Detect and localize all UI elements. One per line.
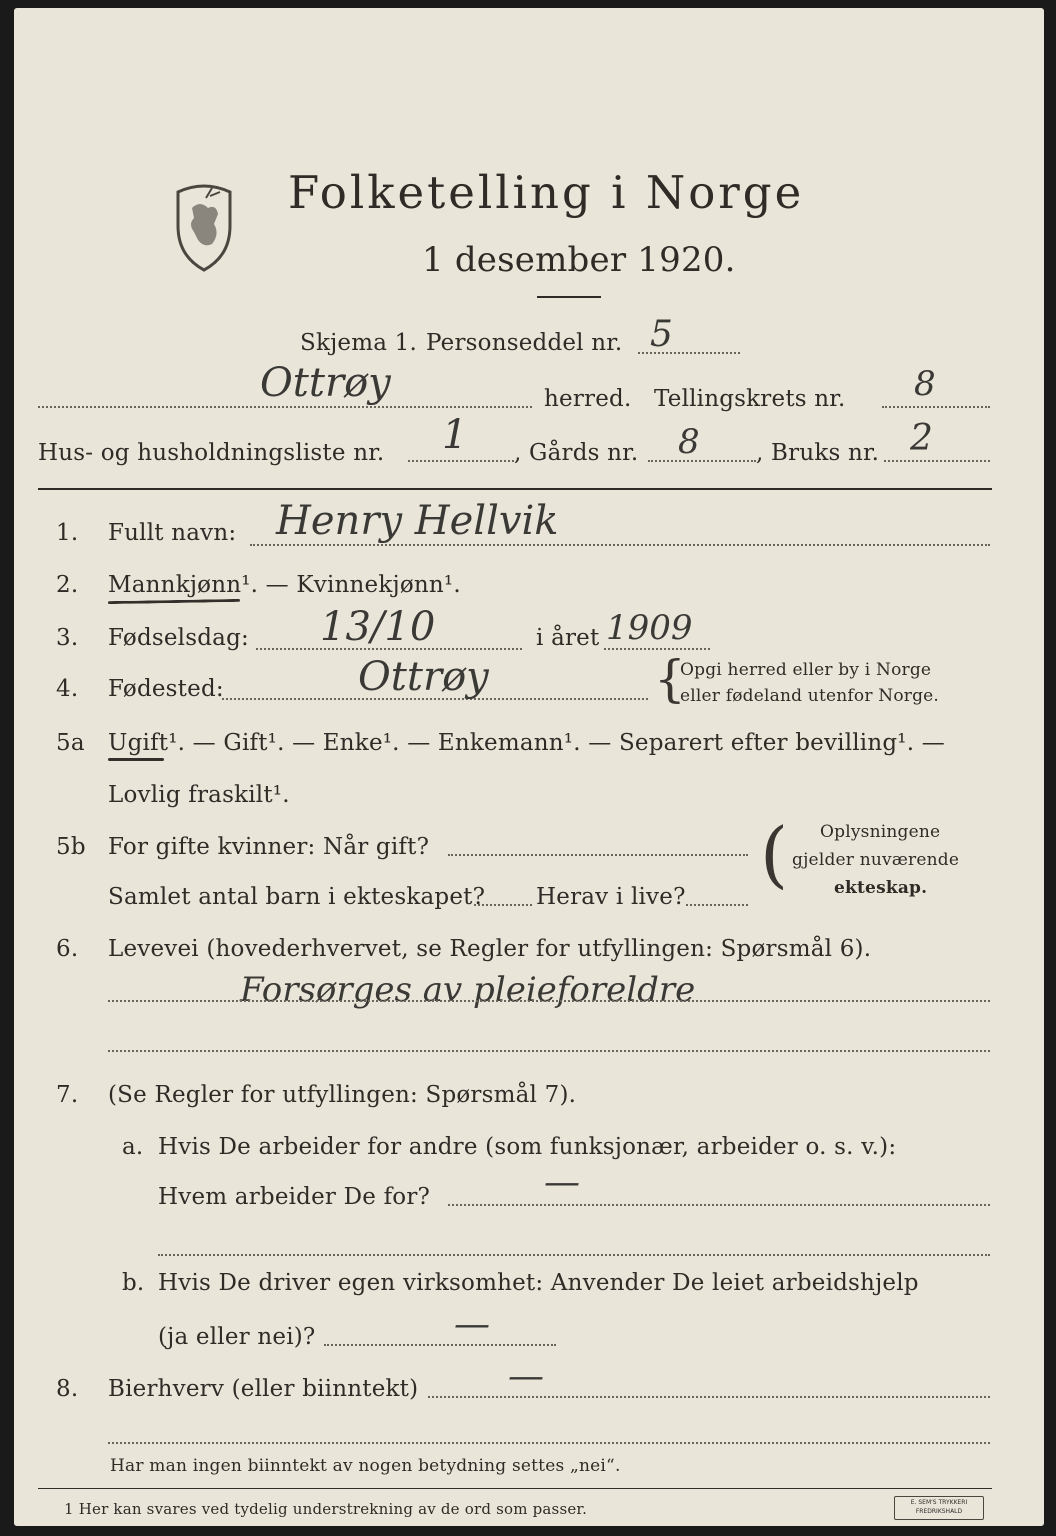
q7a-number: a.: [122, 1134, 144, 1160]
q5b-children-line: [474, 904, 532, 906]
q8-line-extra: [108, 1442, 990, 1444]
herred-label: herred.: [544, 386, 632, 412]
mannkjonn-underline: [108, 599, 240, 604]
footnote: 1 Her kan svares ved tydelig understrekning av de ord som passer.: [64, 1500, 588, 1518]
q6-line-1: [108, 1000, 990, 1002]
q7a-line-2: Hvem arbeider De for?: [158, 1184, 431, 1210]
hus-line: [408, 460, 514, 462]
q7b-line: [324, 1344, 556, 1346]
q3-number: 3.: [56, 625, 79, 651]
q5b-alive-line: [686, 904, 748, 906]
gender-options: Mannkjønn¹. — Kvinnekjønn¹.: [108, 572, 461, 598]
q8-label: Bierhverv (eller biinntekt): [108, 1376, 419, 1402]
personseddel-label: Personseddel nr.: [426, 330, 623, 356]
q5b-bracket: (: [760, 812, 789, 896]
footer-separator: [38, 1488, 992, 1489]
footer-note: Har man ingen biinntekt av nogen betydning settes „nei“.: [110, 1456, 621, 1476]
gaards-value: 8: [678, 422, 700, 462]
herred-line: [38, 406, 532, 408]
side-income-value: —: [508, 1356, 544, 1397]
hus-label: Hus- og husholdningsliste nr.: [38, 440, 385, 466]
q3-year-label: i året: [536, 625, 600, 651]
tellingskrets-line: [882, 406, 990, 408]
q4-label: Fødested:: [108, 676, 224, 702]
personseddel-value: 5: [650, 314, 673, 355]
q4-note-2: eller fødeland utenfor Norge.: [680, 686, 940, 706]
gaards-label: , Gårds nr.: [514, 440, 639, 466]
hus-value: 1: [442, 412, 468, 458]
gaards-line: [648, 460, 756, 462]
ugift-underline: [108, 758, 164, 761]
tellingskrets-label: Tellingskrets nr.: [654, 386, 846, 412]
form-date: 1 desember 1920.: [422, 240, 736, 280]
q6-line-2: [108, 1050, 990, 1052]
printer-stamp: [894, 1496, 984, 1520]
form-title: Folketelling i Norge: [288, 166, 805, 219]
q1-label: Fullt navn:: [108, 520, 237, 546]
birthdate-value: 13/10: [320, 604, 436, 650]
q7-label: (Se Regler for utfyllingen: Spørsmål 7).: [108, 1082, 577, 1108]
civil-status-options: Ugift¹. — Gift¹. — Enke¹. — Enkemann¹. — Separert efter bevilling¹. —: [108, 730, 945, 756]
q5b-line-1: For gifte kvinner: Når gift?: [108, 834, 430, 860]
coat-of-arms-icon: [164, 174, 244, 274]
birthyear-value: 1909: [606, 608, 693, 648]
census-form: [14, 8, 1044, 1526]
q7b-number: b.: [122, 1270, 145, 1296]
title-divider: [537, 296, 601, 298]
tellingskrets-value: 8: [914, 364, 936, 404]
q4-note-1: Opgi herred eller by i Norge: [680, 660, 932, 680]
q7a-line: [448, 1204, 990, 1206]
printer-stamp-text: E. SEM'S TRYKKERI FREDRIKSHALD: [910, 1499, 968, 1515]
bruks-label: , Bruks nr.: [756, 440, 880, 466]
skjema-label: Skjema 1.: [300, 330, 418, 356]
birthplace-value: Ottrøy: [358, 654, 489, 700]
q6-label: Levevei (hovederhvervet, se Regler for utfyllingen: Spørsmål 6).: [108, 936, 872, 962]
q4-brace: {: [654, 650, 686, 708]
q7a-line-extra: [158, 1254, 990, 1256]
q1-number: 1.: [56, 520, 79, 546]
q7b-line-2: (ja eller nei)?: [158, 1324, 316, 1350]
full-name-value: Henry Hellvik: [276, 498, 559, 544]
bruks-line: [884, 460, 990, 462]
q5b-line-2b: Herav i live?: [536, 884, 686, 910]
q5b-note-2: gjelder nuværende: [792, 850, 960, 870]
q5b-number: 5b: [56, 834, 86, 860]
q7b-line-1: Hvis De driver egen virksomhet: Anvender De leiet arbeidshjelp: [158, 1270, 919, 1296]
q8-number: 8.: [56, 1376, 79, 1402]
q7a-line-1: Hvis De arbeider for andre (som funksjonær, arbeider o. s. v.):: [158, 1134, 897, 1160]
q5a-number: 5a: [56, 730, 85, 756]
bruks-value: 2: [910, 418, 933, 459]
q3-label: Fødselsdag:: [108, 625, 249, 651]
q5b-note-3: ekteskap.: [834, 878, 928, 898]
q7-number: 7.: [56, 1082, 79, 1108]
employer-value: —: [544, 1162, 580, 1203]
q1-line: [250, 544, 990, 546]
herred-value: Ottrøy: [260, 360, 391, 406]
q5b-married-line: [448, 854, 748, 856]
q2-number: 2.: [56, 572, 79, 598]
header-separator: [38, 488, 992, 490]
q4-number: 4.: [56, 676, 79, 702]
civil-status-options-2: Lovlig fraskilt¹.: [108, 782, 290, 808]
hired-help-value: —: [454, 1304, 490, 1345]
q5b-note-1: Oplysningene: [820, 822, 941, 842]
occupation-value: Forsørges av pleieforeldre: [240, 970, 696, 1010]
q5b-line-2a: Samlet antal barn i ekteskapet?: [108, 884, 486, 910]
q6-number: 6.: [56, 936, 79, 962]
